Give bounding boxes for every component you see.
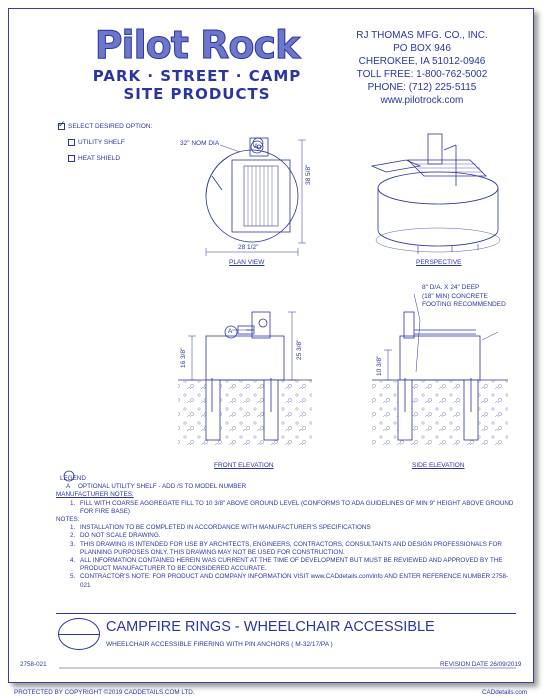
plan-dia-label: 32" NOM DIA [180,140,220,147]
plan-view-drawing [206,138,306,256]
legend-callout-letter: A [66,483,71,491]
front-callout-letter: A [228,328,233,335]
caddetails-link[interactable]: CADdetails.com [482,689,528,696]
note-item: 4. ALL INFORMATION CONTAINED HEREIN WAS CURRENT AT THE TIME OF DEVELOPMENT BUT MUST BE REVIEWED AND APPROVED BY THE PRODUCT MANUFACTURER TO BE CONSIDERED ACCURATE. [56,557,516,573]
title-block [56,613,516,648]
document-id: 2758-021 [20,661,47,668]
note-item: 2. DO NOT SCALE DRAWING. [70,532,161,540]
footing-note [422,284,506,310]
front-dim-right: 25 3/8" [296,339,303,360]
manufacturer-phone: PHONE: (712) 225-5115 [367,82,477,93]
manufacturer-note-text: FILL WITH COARSE AGGREGATE FILL TO 10 3/8" ABOVE GROUND LEVEL (CONFORMS TO ADA GUIDELINES OF MIN 9" HEIGHT ABOVE GROUND FOR FIRE BASE) [80,499,514,515]
manufacturer-notes-header: MANUFACTURER NOTES: [56,491,134,499]
side-dim: 10 3/8" [376,355,383,376]
manufacturer-website[interactable]: www.pilotrock.com [380,95,464,106]
logo-tagline: PARK · STREET · CAMP [92,67,302,85]
drawing-title: CAMPFIRE RINGS - WHEELCHAIR ACCESSIBLE [106,619,435,635]
plan-width-dim: 28 1/2" [238,244,259,251]
option-label: UTILITY SHELF [78,138,125,146]
front-dim-left: 16 3/8" [180,347,187,368]
footing-line3: FOOTING RECOMMENDED [422,301,506,308]
manufacturer-note-item: 1. FILL WITH COARSE AGGREGATE FILL TO 10 3/8" ABOVE GROUND LEVEL (CONFORMS TO ADA GUIDELINES OF MIN 9" HEIGHT ABOVE GROUND FOR FIRE BASE) [56,500,516,516]
copyright-notice: PROTECTED BY COPYRIGHT ©2019 CADDETAILS.COM LTD. [14,689,195,696]
side-elevation-caption: SIDE ELEVATION [412,462,465,469]
note-text: INSTALLATION TO BE COMPLETED IN ACCORDANCE WITH MANUFACTURER'S SPECIFICATIONS [80,524,371,532]
note-item: 3. THIS DRAWING IS INTENDED FOR USE BY ARCHITECTS, ENGINEERS, CONTRACTORS, CONSULTANTS AND DESIGN PROFESSIONALS FOR PLANNING PURPOSES ONLY. THIS DRAWING MAY NOT BE USED FOR CONSTRUCTION. [56,541,516,557]
checkmark-icon: ✓ [58,118,66,129]
footing-line1: 8" D/A. X 24" DEEP [422,284,480,291]
plan-callout-letter: A [254,143,259,150]
manufacturer-address1: PO BOX 946 [393,43,451,54]
perspective-caption: PERSPECTIVE [416,259,462,266]
note-text: CONTRACTOR'S NOTE: FOR PRODUCT AND COMPANY INFORMATION VISIT www.CADdetails.com/info AND ENTER REFERENCE NUMBER 2758-021 [80,573,509,589]
perspective-drawing [372,134,500,254]
title-circle-divider [58,634,100,635]
note-text: ALL INFORMATION CONTAINED HEREIN WAS CURRENT AT THE TIME OF DEVELOPMENT BUT MUST BE REVIEWED AND APPROVED BY THE PRODUCT MANUFACTURER TO BE CONSIDERED ACCURATE. [80,557,503,573]
option-label: HEAT SHIELD [78,154,121,162]
note-text: DO NOT SCALE DRAWING. [80,532,161,540]
notes-block [56,475,516,590]
logo-subtitle: SITE PRODUCTS [123,85,271,103]
manufacturer-name: RJ THOMAS MFG. CO., INC. [356,30,488,41]
note-item: 1. INSTALLATION TO BE COMPLETED IN ACCORDANCE WITH MANUFACTURER'S SPECIFICATIONS [70,524,371,532]
note-text: THIS DRAWING IS INTENDED FOR USE BY ARCHITECTS, ENGINEERS, CONTRACTORS, CONSULTANTS AND DESIGN PROFESSIONALS FOR PLANNING PURPOSES ONLY. THIS DRAWING MAY NOT BE USED FOR CONSTRUCTION. [80,540,502,556]
drawing-subtitle: WHEELCHAIR ACCESSIBLE FIRERING WITH PIN ANCHORS ( M-32/17/PA ) [106,641,333,648]
side-elevation-drawing [372,294,508,448]
logo-name: Pilot Rock [94,23,300,67]
legend-text: OPTIONAL UTILITY SHELF - ADD /S TO MODEL NUMBER [78,483,247,491]
plan-height-dim: 38 5/8" [305,164,312,185]
front-elevation-caption: FRONT ELEVATION [214,462,274,469]
front-elevation-drawing [178,312,312,448]
options-header-label: SELECT DESIRED OPTION: [68,122,153,130]
note-item: 5. CONTRACTOR'S NOTE: FOR PRODUCT AND COMPANY INFORMATION VISIT www.CADdetails.com/info AND ENTER REFERENCE NUMBER 2758-021 [56,573,516,589]
manufacturer-address2: CHEROKEE, IA 51012-0946 [358,56,486,67]
legend-header: LEGEND [60,475,86,482]
legend-item [66,483,516,491]
plan-view-caption: PLAN VIEW [229,259,265,266]
footing-line2: (18" MIN) CONCRETE [422,292,488,300]
notes-header: NOTES: [56,516,80,524]
manufacturer-tollfree: TOLL FREE: 1-800-762-5002 [356,69,488,80]
revision-date: REVISION DATE 26/09/2019 [440,661,522,668]
